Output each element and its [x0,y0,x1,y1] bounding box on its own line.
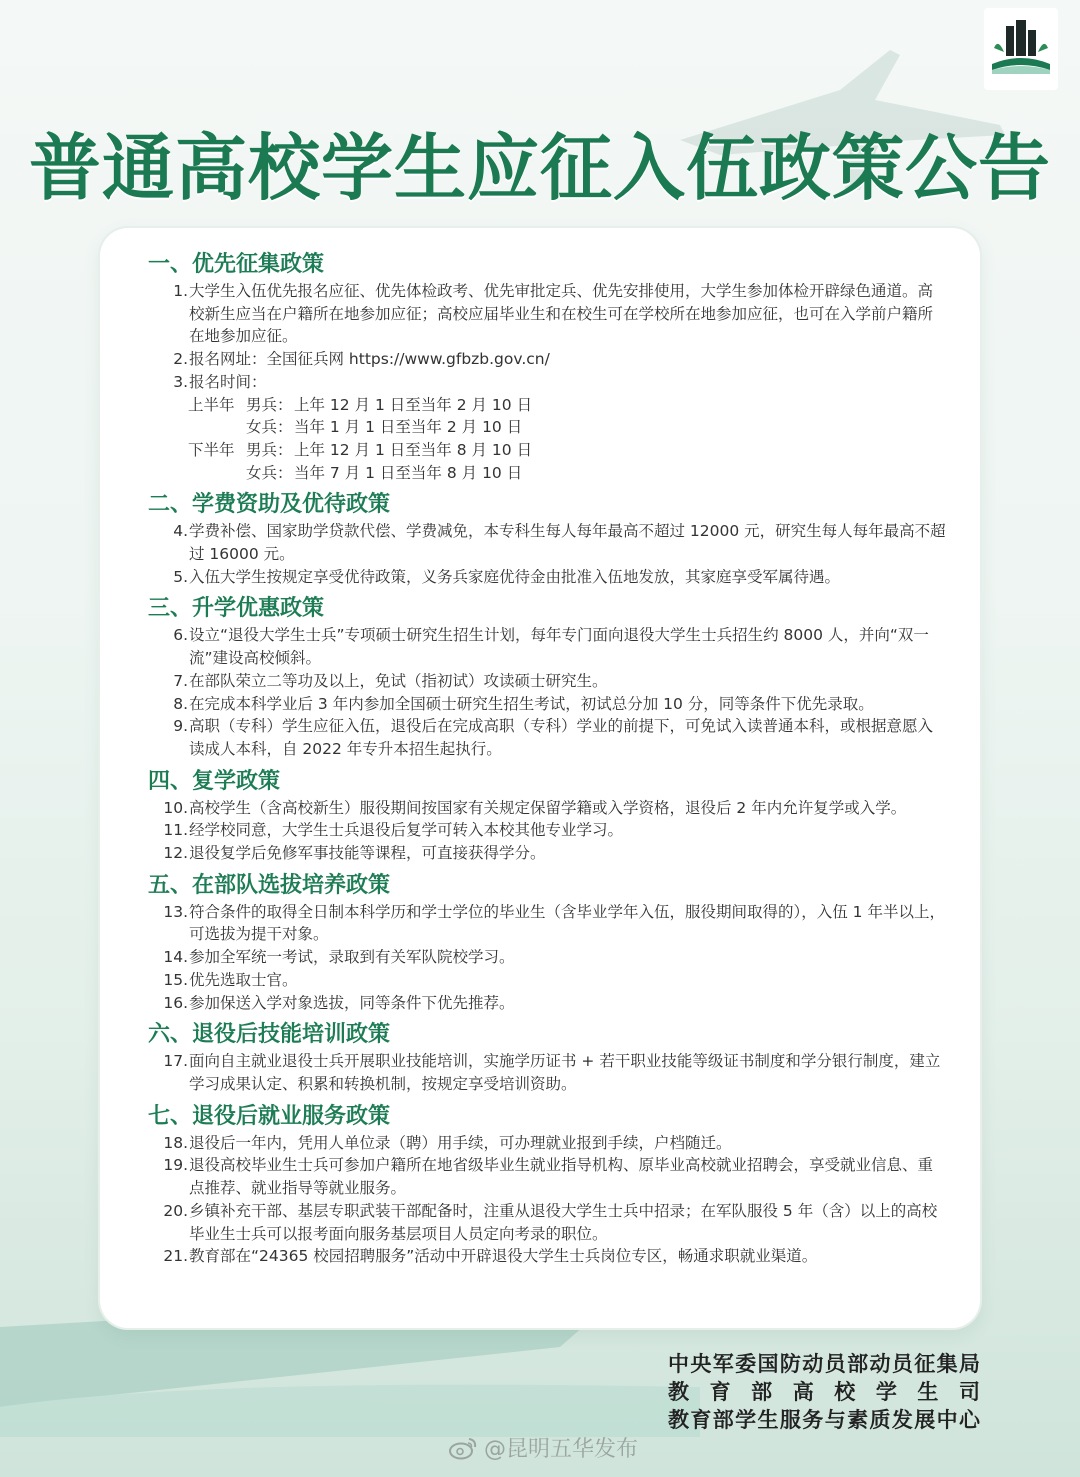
list-item [148,969,948,992]
schedule-row [148,439,948,462]
logo [984,8,1058,90]
section-employment-service [148,1102,948,1268]
schedule-time: 当年 7 月 1 日至当年 8 月 10 日 [294,463,523,482]
item-text: 入伍大学生按规定享受优待政策，义务兵家庭优待金由批准入伍地发放，其家庭享受军属待遇。 [189,567,841,586]
item-number: 8. [173,694,188,713]
watermark-text: @昆明五华发布 [484,1437,639,1462]
list-item [148,819,948,842]
item-text: 教育部在“24365 校园招聘服务”活动中开辟退役大学生士兵岗位专区，畅通求职就业渠道。 [189,1247,818,1266]
item-number: 1. [173,282,188,300]
weibo-icon [448,1436,478,1460]
issuing-authorities [668,1350,980,1434]
item-number: 7. [173,671,188,690]
item-number: 20. [163,1201,188,1220]
schedule-time: 上年 12 月 1 日至当年 2 月 10 日 [294,395,533,414]
list-item [148,797,948,820]
list-item [148,901,948,946]
item-number: 9. [173,717,188,736]
item-text: 报名时间： [189,372,267,391]
item-text: 在部队荣立二等功及以上，免试（指初试）攻读硕士研究生。 [189,671,608,690]
item-text: 符合条件的取得全日制本科学历和学士学位的毕业生（含毕业学年入伍，服役期间取得的），入伍 1 年半以上，可选拔为提干对象。 [189,902,945,944]
schedule-sex: 男兵： [246,395,293,414]
list-item [148,520,948,565]
item-number: 10. [163,798,188,817]
schedule-row [148,416,948,439]
authority-line: 教育部高校学生司 [668,1380,980,1404]
schedule-row [148,462,948,485]
section-priority-recruitment [148,250,948,484]
policy-content [148,250,948,1274]
section-skills-training [148,1020,948,1095]
item-number: 17. [163,1052,188,1071]
page-title: 普通高校学生应征入伍政策公告 [28,126,1051,210]
schedule-half: 下半年 [188,440,235,459]
section-title: 七、退役后就业服务政策 [148,1103,391,1129]
authority-line: 教育部学生服务与素质发展中心 [668,1408,980,1432]
city-logo-icon [984,8,1058,90]
section-title: 六、退役后技能培训政策 [148,1022,391,1048]
schedule-row [148,394,948,417]
list-item [148,1132,948,1155]
schedule-half: 上半年 [188,395,235,414]
item-number: 12. [163,844,188,863]
weibo-watermark [448,1432,638,1463]
item-text: 退役高校毕业生士兵可参加户籍所在地省级毕业生就业指导机构、原毕业高校就业招聘会，享受就业信息、重点推荐、就业指导等就业服务。 [189,1156,934,1198]
list-item [148,992,948,1015]
item-number: 16. [163,993,188,1012]
item-number: 6. [173,626,188,645]
section-title: 四、复学政策 [148,768,281,794]
item-number: 21. [163,1247,188,1266]
schedule-sex: 女兵： [246,418,293,437]
item-text: 高职（专科）学生应征入伍，退役后在完成高职（专科）学业的前提下，可免试入读普通本科，或根据意愿入读成人本科，自 2022 年专升本招生起执行。 [189,717,934,758]
list-item [148,715,948,760]
item-text: 参加保送入学对象选拔，同等条件下优先推荐。 [189,993,515,1012]
section-military-selection [148,871,948,1015]
list-item [148,1245,948,1268]
section-further-study [148,594,948,760]
item-text: 退役复学后免修军事技能等课程，可直接获得学分。 [189,844,546,863]
authority-line: 中央军委国防动员部动员征集局 [668,1352,980,1376]
item-number: 14. [163,948,188,967]
section-title: 五、在部队选拔培养政策 [148,872,391,898]
item-number: 11. [163,821,188,840]
list-item [148,1050,948,1095]
item-text: 学费补偿、国家助学贷款代偿、学费减免，本专科生每人每年最高不超过 12000 元，研究生每人每年最高不超过 16000 元。 [189,522,946,564]
item-text: 大学生入伍优先报名应征、优先体检政考、优先审批定兵、优先安排使用，大学生参加体检开辟绿色通道。高校新生应当在户籍所在地参加应征；高校应届毕业生和在校生可在学校所在地参加应征，也可在入学前户籍所在地参加应征。 [189,282,934,346]
item-number: 5. [173,567,188,586]
item-text: 报名网址：全国征兵网 https://www.gfbzb.gov.cn/ [189,350,550,369]
item-text: 面向自主就业退役士兵开展职业技能培训，实施学历证书 + 若干职业技能等级证书制度和学分银行制度，建立学习成果认定、积累和转换机制，按规定享受培训资助。 [189,1052,941,1093]
schedule-sex: 男兵： [246,440,293,459]
list-item [148,1154,948,1199]
section-title: 三、升学优惠政策 [148,596,325,622]
list-item [148,693,948,716]
item-number: 4. [173,522,188,541]
schedule-time: 当年 1 月 1 日至当年 2 月 10 日 [294,418,523,437]
item-text: 退役后一年内，凭用人单位录（聘）用手续，可办理就业报到手续，户档随迁。 [189,1133,732,1152]
item-text: 高校学生（含高校新生）服役期间按国家有关规定保留学籍或入学资格，退役后 2 年内允许复学或入学。 [189,798,907,817]
list-item [148,842,948,865]
item-text: 优先选取士官。 [189,970,298,989]
item-text: 在完成本科学业后 3 年内参加全国硕士研究生招生考试，初试总分加 10 分，同等条件下优先录取。 [189,694,874,713]
item-number: 15. [163,970,188,989]
list-item [148,1200,948,1245]
item-text: 经学校同意，大学生士兵退役后复学可转入本校其他专业学习。 [189,821,624,840]
list-item [148,566,948,589]
item-number: 2. [173,350,188,369]
item-text: 乡镇补充干部、基层专职武装干部配备时，注重从退役大学生士兵中招录；在军队服役 5 年（含）以上的高校毕业生士兵可以报考面向服务基层项目人员定向考录的职位。 [189,1201,938,1243]
list-item [148,371,948,394]
item-text: 设立“退役大学生士兵”专项硕士研究生招生计划，每年专门面向退役大学生士兵招生约 8000 人，并向“双一流”建设高校倾斜。 [189,626,929,668]
schedule-time: 上年 12 月 1 日至当年 8 月 10 日 [294,440,533,459]
item-number: 13. [163,902,188,921]
list-item [148,348,948,371]
list-item [148,946,948,969]
list-item [148,280,948,348]
schedule-sex: 女兵： [246,463,293,482]
item-text: 参加全军统一考试，录取到有关军队院校学习。 [189,948,515,967]
section-tuition-support [148,490,948,588]
item-number: 18. [163,1133,188,1152]
item-number: 3. [173,372,188,391]
item-number: 19. [163,1156,188,1175]
list-item [148,624,948,669]
section-resume-study [148,767,948,865]
section-title: 一、优先征集政策 [148,252,325,277]
section-title: 二、学费资助及优待政策 [148,492,391,518]
list-item [148,670,948,693]
